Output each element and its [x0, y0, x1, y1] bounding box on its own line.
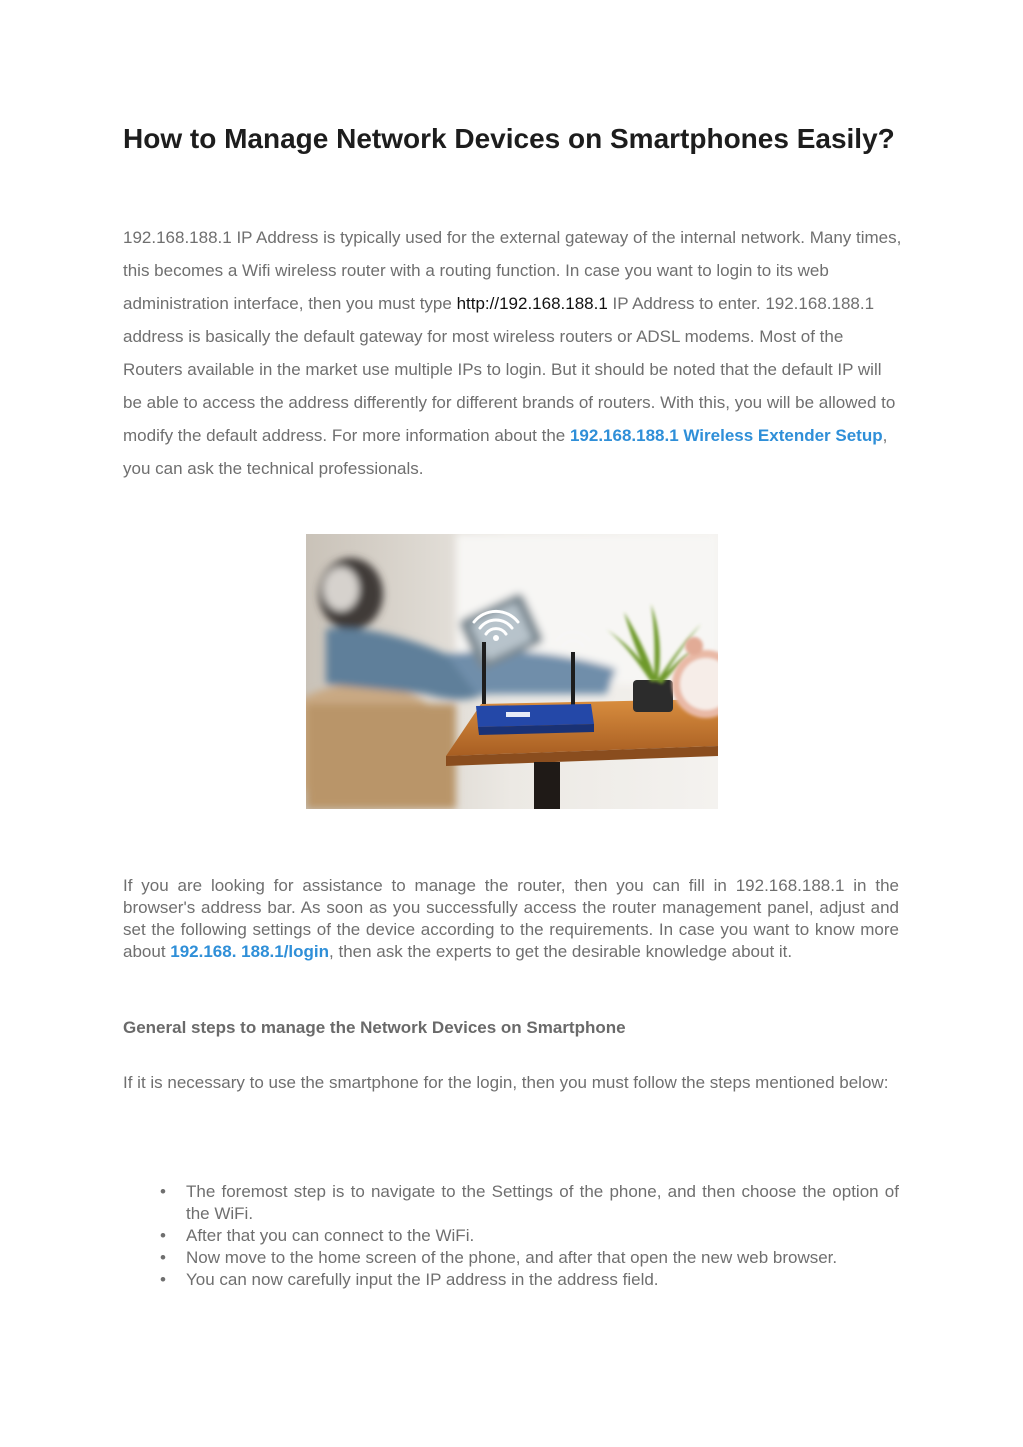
- step-text: You can now carefully input the IP address in the address field.: [186, 1270, 659, 1289]
- bullet-icon: •: [160, 1270, 166, 1289]
- intro-paragraph: [123, 221, 903, 485]
- intro-text-3: , you can ask the technical professionals.: [123, 426, 888, 478]
- steps-list: [123, 1181, 899, 1291]
- router-url-text: http://192.168.188.1: [456, 294, 608, 313]
- list-item: [123, 1225, 899, 1247]
- steps-heading: General steps to manage the Network Devices on Smartphone: [123, 1018, 626, 1037]
- list-item: [123, 1247, 899, 1269]
- intro-text-1: 192.168.188.1 IP Address is typically used for the external gateway of the internal network. Many times, this becomes a Wifi wireless router with a routing function. In case you want to login to its web administration interface, then you must type: [123, 228, 902, 313]
- article-title: How to Manage Network Devices on Smartphones Easily?: [123, 123, 895, 154]
- list-item: [123, 1181, 899, 1225]
- intro-text-2: IP Address to enter. 192.168.188.1 address is basically the default gateway for most wireless routers or ADSL modems. Most of the Routers available in the market use multiple IPs to login. But it should be noted that the default IP will be able to access the address differently for different brands of routers. With this, you will be allowed to modify the default address. For more information about the: [123, 294, 896, 445]
- assistance-paragraph: [123, 875, 899, 963]
- bullet-icon: •: [160, 1248, 166, 1267]
- step-text: After that you can connect to the WiFi.: [186, 1226, 475, 1245]
- bullet-icon: •: [160, 1226, 166, 1245]
- assist-text-1: If you are looking for assistance to manage the router, then you can fill in 192.168.188.1 in the browser's address bar. As soon as you successfully access the router management panel, adjust and set the following settings of the device according to the requirements. In case you want to know more about: [123, 876, 899, 961]
- assist-text-2: , then ask the experts to get the desirable knowledge about it.: [329, 942, 793, 961]
- wireless-extender-setup-link[interactable]: 192.168.188.1 Wireless Extender Setup: [569, 426, 883, 445]
- list-item: [123, 1269, 899, 1291]
- step-text: Now move to the home screen of the phone, and after that open the new web browser.: [186, 1248, 838, 1267]
- steps-intro-paragraph: If it is necessary to use the smartphone for the login, then you must follow the steps mentioned below:: [123, 1073, 889, 1092]
- bullet-icon: •: [160, 1182, 166, 1201]
- router-login-link[interactable]: 192.168. 188.1/login: [170, 942, 330, 961]
- step-text: The foremost step is to navigate to the Settings of the phone, and then choose the option of the WiFi.: [186, 1182, 899, 1223]
- router-photo: [306, 534, 718, 809]
